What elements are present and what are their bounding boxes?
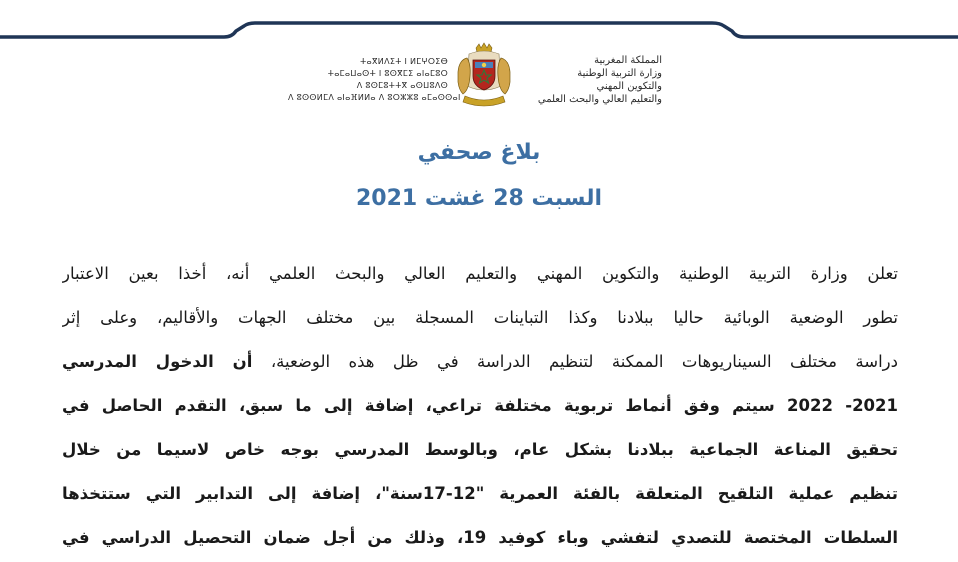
ministry-name-tifinagh: [288, 56, 461, 104]
body-line: تطور الوضعية الوبائية حاليا ببلادنا وكذا التباينات المسجلة بين مختلف الجهات والأقاليم، وعلى إثر: [62, 308, 898, 327]
body-line: تحقيق المناعة الجماعية ببلادنا بشكل عام، وبالوسط المدرسي بوجه خاص لاسيما من خلال: [62, 440, 898, 459]
body-text-bold: أن الدخول المدرسي: [62, 352, 253, 371]
body-text-normal: دراسة مختلف السيناريوهات الممكنة لتنظيم الدراسة في ظل هذه الوضعية،: [252, 352, 898, 371]
body-line: [62, 340, 898, 384]
ministry-tz-line: ⴷ ⵓⵙⵎⵓⵜⵜⴳ ⴰⵙⵡⵓⴷⵙ: [356, 81, 448, 90]
document-title: بلاغ صحفي: [417, 140, 541, 165]
ministry-ar-line: والتكوين المهني: [596, 81, 662, 92]
body-line: تعلن وزارة التربية الوطنية والتكوين المهني والتعليم العالي والبحث العلمي أنه، أخذا بعين الاعتبار: [62, 264, 898, 283]
body-text-bold: سيتم وفق أنماط تربوية مختلفة تراعي، إضافة إلى ما سبق، التقدم الحاصل في: [62, 396, 788, 415]
ministry-tz-line: ⵜⴰⵎⴰⵡⴰⵙⵜ ⵏ ⵓⵙⴳⵎⵉ ⴰⵏⴰⵎⵓⵔ: [327, 69, 448, 78]
letterhead: [0, 40, 958, 120]
ministry-ar-line: والتعليم العالي والبحث العلمي: [537, 94, 662, 105]
document-date: السبت 28 غشت 2021: [355, 186, 602, 211]
ministry-tz-line: ⵜⴰⴳⵍⴷⵉⵜ ⵏ ⵍⵎⵖⵔⵉⴱ: [360, 57, 448, 66]
body-line: السلطات المختصة للتصدي لتفشي وباء كوفيد 19، وذلك من أجل ضمان التحصيل الدراسي في: [62, 528, 898, 547]
ministry-name-arabic: [492, 54, 662, 106]
body-line: تنظيم عملية التلقيح المتعلقة بالفئة العمرية "12-17سنة"، إضافة إلى التدابير التي ستتخذها: [62, 484, 898, 503]
press-release-body: [62, 252, 898, 562]
body-text-bold: 2021- 2022: [787, 396, 898, 415]
body-line: [62, 384, 898, 428]
ministry-ar-line: المملكة المغربية: [594, 55, 662, 66]
ministry-tz-line: ⴷ ⵓⵙⵙⵍⵎⴷ ⴰⵏⴰⴼⵍⵍⴰ ⴷ ⵓⵔⵣⵣⵓ ⴰⵎⴰⵙⵙⴰⵏ: [288, 93, 461, 102]
ministry-ar-line: وزارة التربية الوطنية: [577, 68, 662, 79]
